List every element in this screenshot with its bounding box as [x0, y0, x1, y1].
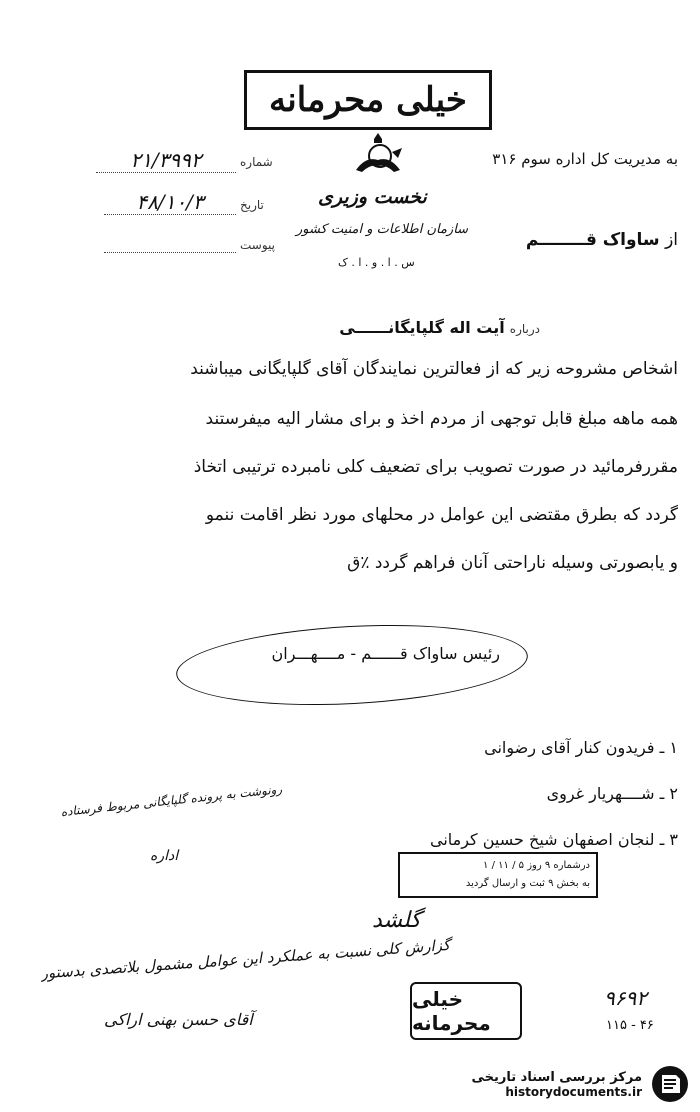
body-line-1: اشخاص مشروحه زیر که از فعالترین نمایندگان آقای گلپایگانی میباشند — [190, 359, 678, 379]
list-item-num: ۱ ـ — [659, 738, 678, 757]
signature-oval — [174, 617, 530, 713]
watermark-name: مرکز بررسی اسناد تاریخی — [471, 1069, 642, 1085]
number-value: ۲۱/۳۹۹۲ — [96, 148, 236, 173]
attachment-value-line — [104, 252, 236, 253]
body-line-3: مقررفرمائید در صورت تصویب برای تضعیف کلی نامبرده ترتیبی اتخاذ — [193, 457, 678, 477]
list-item-text: شــــهریار غروی — [546, 784, 655, 803]
body-line-5: و یابصورتی وسیله ناراحتی آنان فراهم گردد ٪ق — [347, 553, 678, 573]
body-line-2: همه ماهه مبلغ قابل توجهی از مردم اخذ و برای مشار الیه میفرستند — [205, 409, 678, 429]
subject-label: درباره — [509, 322, 540, 336]
org-line1: نخست وزیری — [318, 186, 427, 208]
footer-num: ۹۶۹۲ — [604, 986, 647, 1010]
lion-sun-emblem-icon — [348, 130, 408, 180]
list-item-text: لنجان اصفهان شیخ حسین کرمانی — [429, 830, 655, 849]
list-item-text: فریدون کنار آقای رضوانی — [484, 738, 655, 757]
number-label: شماره — [240, 155, 273, 169]
list-item — [298, 830, 678, 849]
subject-line — [240, 318, 540, 337]
list-item — [298, 738, 678, 757]
stamp-line1: درشماره ۹ روز ۵ / ۱۱ / ۱ — [483, 860, 590, 871]
list-item-num: ۳ ـ — [659, 830, 678, 849]
list-item-num: ۲ ـ — [659, 784, 678, 803]
handwritten-bottom-line1: گلشد — [372, 908, 421, 933]
date-value: ۴۸/۱۰/۳ — [104, 190, 236, 215]
stamp-line2: به بخش ۹ ثبت و ارسال گردید — [465, 878, 590, 889]
body-line-4: گردد که بطرق مقتضی این عوامل در محلهای مورد نظر اقامت ننمو — [205, 505, 678, 525]
to-line — [378, 150, 678, 168]
from-prefix: از — [665, 230, 678, 250]
footer-ref: ۱۱۵ - ۴۶ — [606, 1018, 654, 1033]
subject-value: آیت اله گلپایگانــــــی — [339, 318, 505, 337]
date-label: تاریخ — [240, 198, 264, 212]
watermark-url: historydocuments.ir — [505, 1084, 642, 1099]
signature: رئیس ساواک قــــــم - مــــهـــران — [271, 644, 500, 663]
handwritten-bottom-line3: آقای حسن بهنی اراکی — [104, 1010, 253, 1029]
list-item — [298, 784, 678, 803]
handwritten-left-note2: اداره — [150, 848, 179, 864]
to-prefix: به — [665, 150, 678, 168]
archive-logo-icon — [650, 1064, 690, 1104]
footer-stamp: خیلی محرمانه — [410, 982, 522, 1040]
classification-title: خیلی محرمانه — [244, 70, 492, 130]
receipt-stamp — [398, 852, 598, 898]
to-value: مدیریت کل اداره سوم ۳۱۶ — [492, 150, 661, 168]
org-code: س . ا . و . ا . ک — [338, 256, 415, 269]
watermark — [416, 1060, 690, 1108]
from-value: ساواک قــــــــم — [525, 230, 660, 250]
handwritten-bottom-line2: گزارش کلی نسبت به عملکرد این عوامل مشمول بلاتصدی بدستور — [40, 935, 451, 983]
org-line2: سازمان اطلاعات و امنیت کشور — [296, 222, 469, 237]
handwritten-left-note: رونوشت به پرونده گلپایگانی مربوط فرستاده — [60, 781, 283, 820]
attachment-label: پیوست — [240, 238, 275, 252]
